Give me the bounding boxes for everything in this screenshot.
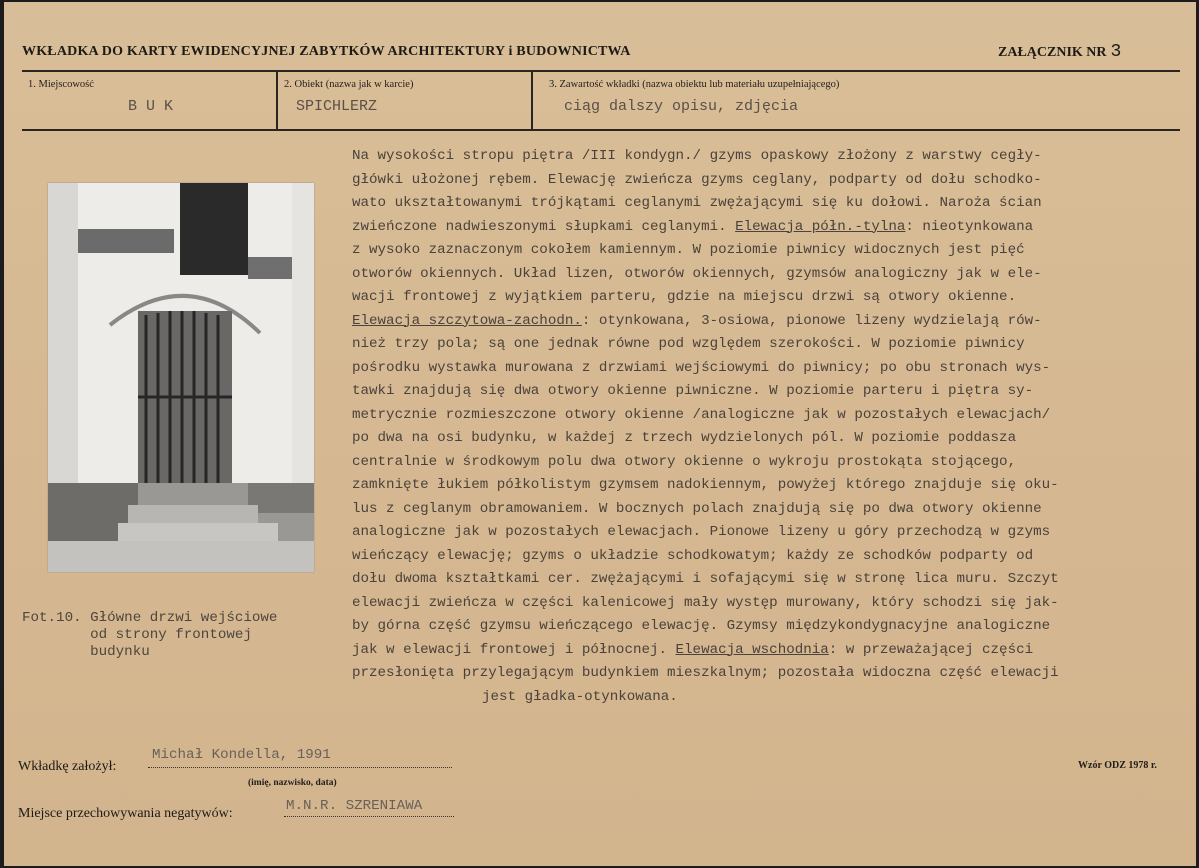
description-text [352,145,1192,709]
text-line: główki ułożonej rębem. Elewację zwieńcza gzyms ceglany, podparty od dołu schodko- [352,171,1042,188]
text-line: analogiczne jak w pozostałych elewacjach. Pionowe lizeny u góry przechodzą w gzyms [352,524,1051,540]
text-line: lus z ceglanym obramowaniem. W bocznych polach znajdują się po dwa otwory okienne [352,500,1042,517]
text-line: zamknięte łukiem półkolistym gzymsem nadokiennym, powyżej którego znajduje się oku- [352,477,1059,493]
text-line: dołu dwoma kształtkami cer. zwężającymi i sofającymi się w stronę lica muru. Szczyt [352,571,1059,587]
photo-caption [22,610,342,661]
text-line [352,639,1192,663]
object-value: SPICHLERZ [296,98,378,115]
text-line: by górna część gzymsu wieńczącego elewację. Gzymsy międzykondygnacyjne analogiczne [352,618,1051,634]
storage-value: M.N.R. SZRENIAWA [286,798,423,814]
text-line: pośrodku wystawka murowana z drzwiami wejściowymi do piwnicy; po obu stronach wys- [352,359,1051,376]
locality-label: 1. Miejscowość [28,79,94,90]
text-line: jest gładka-otynkowana. [482,688,678,705]
photo-entrance-door [48,183,314,572]
text-line [352,216,1192,240]
text-line [352,310,1192,334]
contents-label: 3. Zawartość wkładki (nazwa obiektu lub materiału uzupełniającego) [549,79,840,90]
text-line: elewacji zwieńcza w części kalenicowej mały występ murowany, który schodzi się jak- [352,594,1059,611]
header-rule-top [22,70,1180,72]
text-line: otworów okiennych. Układ lizen, otworów okiennych, gzymsów analogiczny jak w ele- [352,265,1042,282]
section-heading-east: Elewacja wschodnia [675,641,829,658]
text-line: z wysoko zaznaczonym cokołem kamiennym. W poziomie piwnicy widocznych jest pięć [352,242,1025,258]
text-segment: : otynkowana, 3-osiowa, pionowe lizeny wydzielają rów- [581,312,1042,329]
field-divider-2 [531,72,533,129]
annex-number-value: 3 [1110,42,1122,62]
storage-label: Miejsce przechowywania negatywów: [18,806,233,821]
object-label: 2. Obiekt (nazwa jak w karcie) [284,79,414,90]
text-line: po dwa na osi budynku, w każdej z trzech wydzielonych pól. W poziomie poddasza [352,430,1017,446]
author-dotted-line [148,767,452,768]
field-divider-1 [276,72,278,129]
annex-label: ZAŁĄCZNIK NR [998,45,1107,60]
photo-caption-line: od strony frontowej [90,627,252,643]
header-rule-bottom [22,129,1180,131]
locality-value: B U K [128,98,174,115]
text-line: Na wysokości stropu piętra /III kondygn./ gzyms opaskowy złożony z warstwy cegły- [352,148,1042,164]
text-segment: jak w elewacji frontowej i północnej. [352,641,676,658]
author-hint: (imię, nazwisko, data) [248,778,337,788]
form-code: Wzór ODZ 1978 r. [1078,760,1157,771]
text-line: wacji frontowej z wyjątkiem parteru, gdzie na miejscu drzwi są otwory okienne. [352,289,1017,305]
section-heading-north: Elewacja półn.-tylna [735,218,906,235]
section-heading-west: Elewacja szczytowa-zachodn. [352,312,582,329]
form-title: WKŁADKA DO KARTY EWIDENCYJNEJ ZABYTKÓW ARCHITEKTURY i BUDOWNICTWA [22,44,631,59]
text-line: centralnie w środkowym polu dwa otwory okienne o wykroju prostokąta stojącego, [352,453,1017,470]
photo-caption-line: Główne drzwi wejściowe [90,610,278,626]
text-line: nież trzy pola; są one jednak równe pod względem szerokości. W poziomie piwnicy [352,336,1025,352]
author-value: Michał Kondella, 1991 [152,747,331,763]
annex-number [998,42,1121,62]
photo-caption-number: Fot.10. [22,610,82,626]
author-label: Wkładkę założył: [18,759,117,774]
text-segment: : nieotynkowana [905,218,1034,235]
text-segment: : w przeważającej części [828,641,1034,658]
text-line: metrycznie rozmieszczone otwory okienne /analogiczne jak w pozostałych elewacjach/ [352,406,1051,423]
text-line: przesłonięta przylegającym budynkiem mieszkalnym; pozostała widoczna część elewacji [352,665,1059,681]
contents-value: ciąg dalszy opisu, zdjęcia [564,98,799,115]
text-line: wieńczący elewację; gzyms o układzie schodkowatym; każdy ze schodków podparty od [352,547,1034,564]
text-line: wato ukształtowanymi trójkątami ceglanymi zwężającymi się ku dołowi. Naroża ścian [352,195,1042,211]
photo-caption-line: budynku [90,644,150,660]
text-line: tawki znajdują się dwa otwory okienne piwniczne. W poziomie parteru i piętra sy- [352,383,1034,399]
storage-dotted-line [284,816,454,817]
text-segment: zwieńczone nadwieszonymi słupkami ceglanymi. [352,218,736,235]
record-card-insert [4,2,1196,866]
